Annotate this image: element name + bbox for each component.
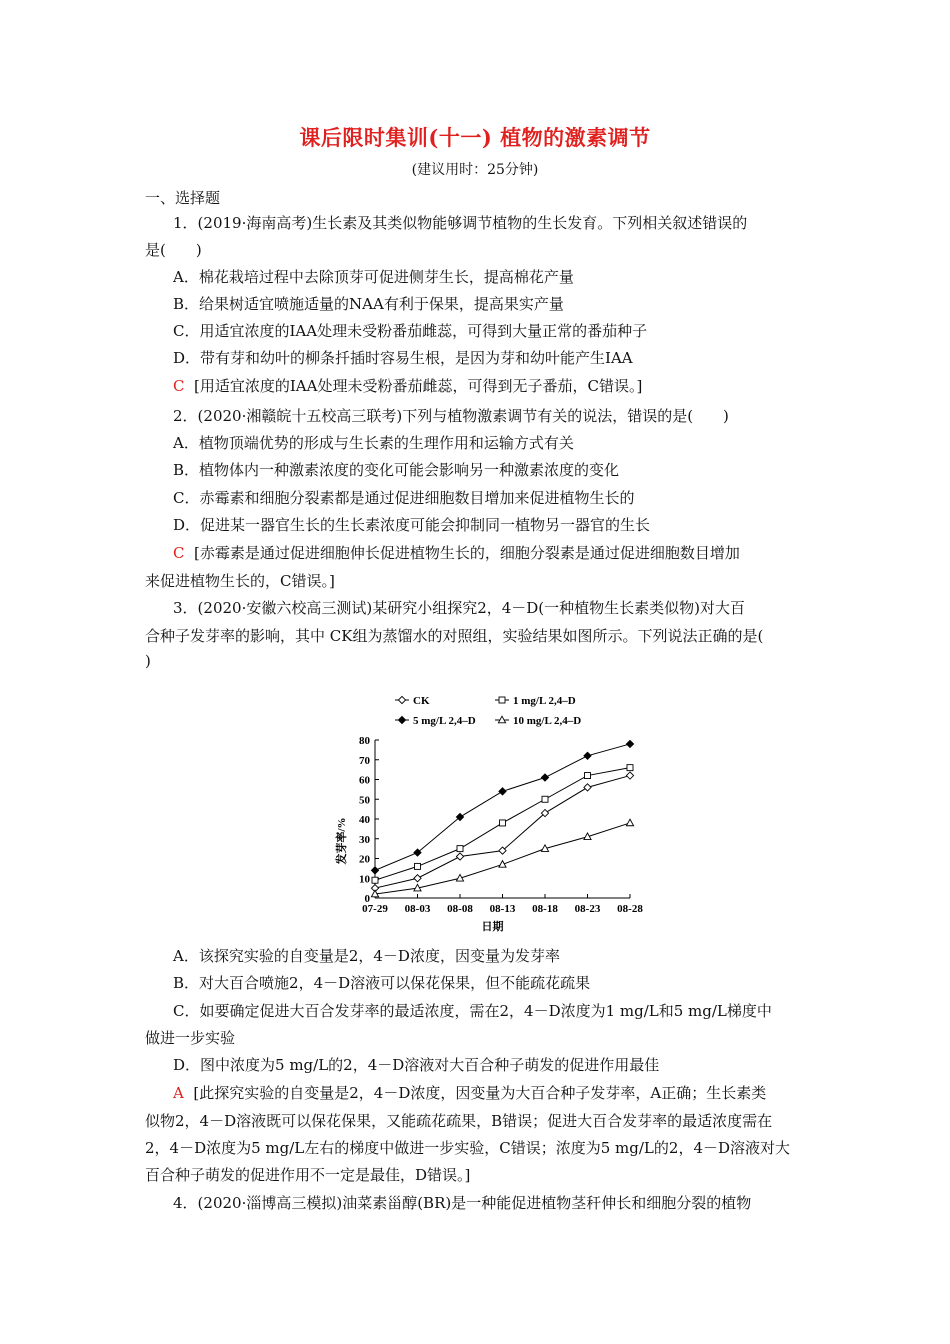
q1-explanation: [用适宜浓度的IAA处理未受粉番茄雌蕊，可得到无子番茄，C错误。]: [194, 377, 643, 395]
data-point: [456, 853, 463, 860]
q2-option-d: D．促进某一器官生长的生长素浓度可能会抑制同一植物另一器官的生长: [173, 516, 651, 534]
y-tick-label: 10: [359, 873, 370, 886]
data-point: [541, 774, 548, 781]
q3-option-b: B．对大百合喷施2，4－D溶液可以保花保果，但不能疏花疏果: [173, 974, 591, 992]
q1-option-d: D．带有芽和幼叶的柳条扦插时容易生根，是因为芽和幼叶能产生IAA: [173, 349, 633, 367]
q3-option-c: C．如要确定促进大百合发芽率的最适浓度，需在2，4－D浓度为1 mg/L和5 mg/L梯度中: [173, 1002, 772, 1020]
data-point: [626, 740, 633, 747]
data-point: [626, 819, 633, 826]
q3-option-a: A．该探究实验的自变量是2，4－D浓度，因变量为发芽率: [173, 947, 560, 965]
legend-marker: [398, 716, 405, 723]
y-tick-label: 30: [359, 833, 370, 846]
q2-option-b: B．植物体内一种激素浓度的变化可能会影响另一种激素浓度的变化: [173, 461, 620, 479]
q1-answer-line: [173, 375, 642, 396]
q3-option-d: D．图中浓度为5 mg/L的2，4－D溶液对大百合种子萌发的促进作用最佳: [173, 1056, 660, 1074]
y-tick-label: 20: [359, 853, 370, 866]
x-tick-label: 08-03: [404, 903, 431, 915]
data-point: [542, 796, 548, 802]
data-point: [626, 772, 633, 779]
data-point: [627, 765, 633, 771]
y-axis-label: 发芽率/%: [336, 817, 348, 865]
q3-option-c-cont: 做进一步实验: [145, 1029, 236, 1047]
data-point: [371, 867, 378, 874]
x-tick-label: 08-18: [532, 903, 558, 915]
q3-explanation-2: 似物2，4－D溶液既可以保花保果，又能疏花疏果，B错误；促进大百合发芽率的最适浓度需在: [145, 1112, 773, 1130]
legend-label: 5 mg/L 2,4–D: [413, 715, 476, 727]
x-tick-label: 07-29: [362, 903, 388, 915]
q3-stem-line2: 合种子发芽率的影响，其中 CK组为蒸馏水的对照组，实验结果如图所示。下列说法正确的是(: [145, 627, 764, 645]
y-tick-label: 70: [359, 754, 370, 767]
y-tick-label: 0: [364, 893, 370, 905]
q4-stem: 4．(2020·淄博高三模拟)油菜素甾醇(BR)是一种能促进植物茎秆伸长和细胞分裂的植物: [173, 1194, 752, 1212]
q3-explanation-3: 2，4－D浓度为5 mg/L左右的梯度中做进一步实验，C错误；浓度为5 mg/L的2，4－D溶液对大: [145, 1139, 791, 1157]
q2-option-c: C．赤霉素和细胞分裂素都是通过促进细胞数目增加来促进植物生长的: [173, 489, 635, 507]
q3-answer: A: [173, 1084, 184, 1102]
q1-stem-line1: 1．(2019·海南高考)生长素及其类似物能够调节植物的生长发育。下列相关叙述错误的: [173, 214, 748, 232]
section-heading: 一、选择题: [145, 189, 221, 207]
data-point: [499, 788, 506, 795]
q2-answer-line: [173, 542, 740, 563]
q3-answer-line: [173, 1082, 766, 1103]
series-line: [375, 823, 630, 894]
q3-explanation-1: [此探究实验的自变量是2，4－D浓度，因变量为大百合种子发芽率，A正确；生长素类: [193, 1084, 767, 1102]
germination-chart: [320, 688, 650, 938]
q1-option-c: C．用适宜浓度的IAA处理未受粉番茄雌蕊，可得到大量正常的番茄种子: [173, 322, 648, 340]
q1-option-a: A．棉花栽培过程中去除顶芽可促进侧芽生长，提高棉花产量: [173, 268, 574, 286]
x-tick-label: 08-23: [574, 903, 601, 915]
y-tick-label: 50: [359, 794, 370, 807]
data-point: [584, 784, 591, 791]
q3-stem-line3: ): [145, 652, 151, 670]
q2-option-a: A．植物顶端优势的形成与生长素的生理作用和运输方式有关: [173, 434, 574, 452]
q3-stem-line1: 3．(2020·安徽六校高三测试)某研究小组探究2，4－D(一种植物生长素类似物)对大百: [173, 599, 746, 617]
suggested-time: (建议用时：25分钟): [411, 162, 539, 178]
data-point: [414, 875, 421, 882]
legend-label: 1 mg/L 2,4–D: [513, 695, 576, 707]
q2-explanation-1: [赤霉素是通过促进细胞伸长促进植物生长的，细胞分裂素是通过促进细胞数目增加: [194, 544, 740, 562]
y-tick-label: 40: [359, 814, 370, 826]
x-tick-label: 08-13: [489, 903, 516, 915]
q1-stem-line2: 是( ): [145, 241, 202, 259]
data-point: [415, 863, 421, 869]
q2-stem: 2．(2020·湘赣皖十五校高三联考)下列与植物激素调节有关的说法，错误的是( ): [173, 407, 729, 425]
x-tick-label: 08-28: [617, 903, 643, 915]
data-point: [372, 877, 378, 883]
q2-answer: C: [173, 544, 185, 562]
data-point: [585, 773, 591, 779]
legend-marker: [499, 697, 505, 703]
data-point: [584, 752, 591, 759]
y-tick-label: 80: [359, 735, 370, 747]
y-tick-label: 60: [359, 774, 370, 787]
data-point: [500, 820, 506, 826]
legend-label: 10 mg/L 2,4–D: [513, 715, 582, 727]
x-tick-label: 08-08: [447, 903, 473, 915]
q1-answer: C: [173, 377, 185, 395]
q2-explanation-2: 来促进植物生长的，C错误。]: [145, 572, 335, 590]
data-point: [457, 846, 463, 852]
legend-marker: [398, 696, 405, 703]
q1-option-b: B．给果树适宜喷施适量的NAA有利于保果，提高果实产量: [173, 295, 564, 313]
q3-explanation-4: 百合种子萌发的促进作用不一定是最佳，D错误。]: [145, 1166, 471, 1184]
page-title: 课后限时集训(十一) 植物的激素调节: [299, 125, 651, 150]
x-axis-label: 日期: [481, 921, 504, 933]
legend-label: CK: [413, 695, 430, 707]
